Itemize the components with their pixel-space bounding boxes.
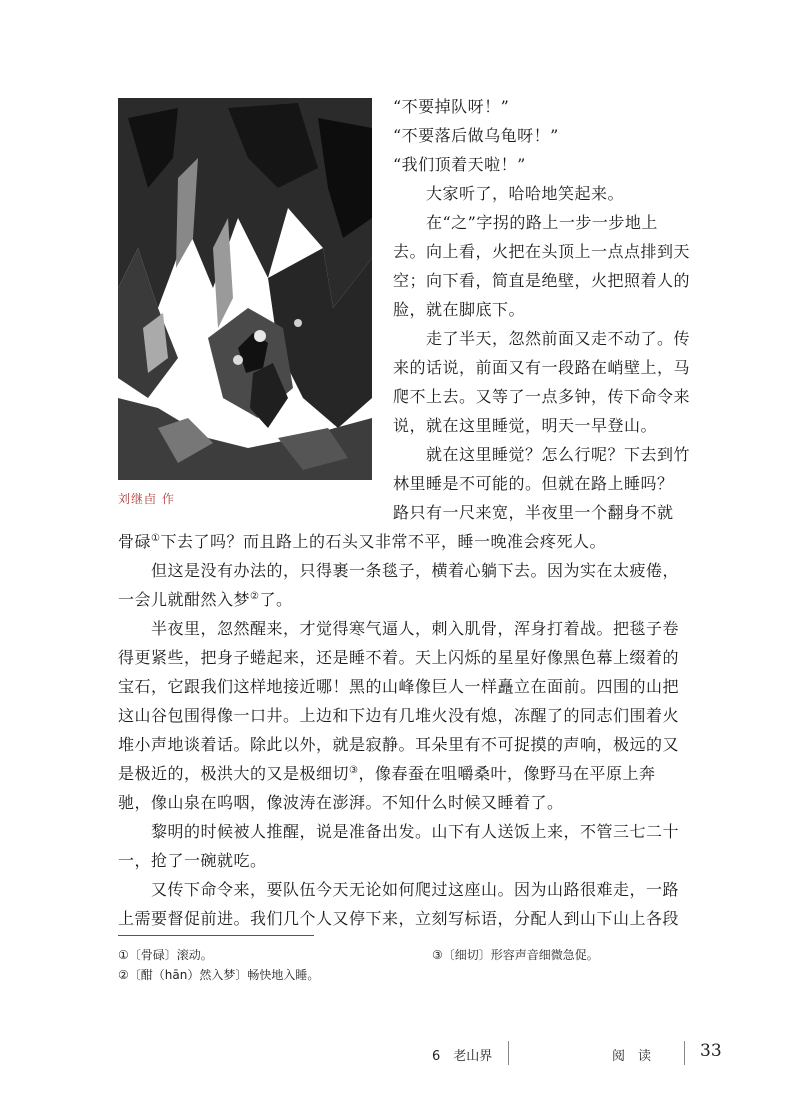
footnote-1: ①〔骨碌〕滚动。 [118,948,213,962]
text-line [118,764,656,784]
text-segment: 了。 [259,590,293,609]
text-line: 路只有一尺来宽，半夜里一个翻身不就 [393,503,674,522]
text-line: 大家听了，哈哈地笑起来。 [393,184,625,203]
chapter-label: 6 老山界 [432,1049,493,1064]
footer-divider [684,1041,685,1065]
text-line: 但这是没有办法的，只得裹一条毯子，横着心躺下去。因为实在太疲倦， [118,561,680,580]
text-line: 就在这里睡觉？怎么行呢？下去到竹 [393,445,691,464]
text-line: 爬不上去。又等了一点多钟，传下命令来 [393,387,691,406]
footnote-marker[interactable]: ① [151,533,161,544]
text-line: 脸，就在脚底下。 [393,300,526,319]
text-line: “我们顶着天啦！” [393,155,526,174]
illustration-credit: 刘继卣 作 [118,492,175,506]
text-line: 走了半天，忽然前面又走不动了。传 [393,329,691,348]
text-line: 得更紧些，把身子蜷起来，还是睡不着。天上闪烁的星星好像黑色幕上缀着的 [118,648,680,667]
text-line: 半夜里，忽然醒来，才觉得寒气逼人，刺入肌骨，浑身打着战。把毯子卷 [118,619,680,638]
section-label: 阅 读 [612,1049,652,1064]
mountain-night-illustration [118,98,372,480]
text-line: 宝石，它跟我们这样地接近哪！黑的山峰像巨人一样矗立在面前。四围的山把 [118,677,680,696]
text-line: 这山谷包围得像一口井。上边和下边有几堆火没有熄，冻醒了的同志们围着火 [118,706,680,725]
text-segment: 下去了吗？而且路上的石头又非常不平，睡一晚准会疼死人。 [160,532,606,551]
text-line: 空；向下看，简直是绝壁，火把照着人的 [393,271,691,290]
text-line: “不要掉队呀！” [393,97,510,116]
ink-drawing-icon [118,98,372,480]
footer-divider [508,1041,509,1065]
footnote-marker[interactable]: ③ [349,765,359,776]
text-line: “不要落后做乌龟呀！” [393,126,559,145]
text-segment: 骨碌 [118,532,152,551]
text-line: 林里睡是不可能的。但就在路上睡吗？ [393,474,674,493]
text-line: 说，就在这里睡觉，明天一早登山。 [393,416,658,435]
text-line: 堆小声地谈着话。除此以外，就是寂静。耳朵里有不可捉摸的声响，极远的又 [118,735,680,754]
text-segment: 一会儿就酣然入梦 [118,590,251,609]
footnote-marker[interactable]: ② [250,591,260,602]
text-line: 在“之”字拐的路上一步一步地上 [393,213,658,232]
text-segment: ，像春蚕在咀嚼桑叶，像野马在平原上奔 [358,764,656,783]
text-line: 去。向上看，火把在头顶上一点点排到天 [393,242,691,261]
text-line: 又传下命令来，要队伍今天无论如何爬过这座山。因为山路很难走，一路 [118,880,680,899]
text-line: 驰，像山泉在呜咽，像波涛在澎湃。不知什么时候又睡着了。 [118,793,564,812]
footnote-3: ③〔细切〕形容声音细微急促。 [432,948,599,962]
text-line: 上需要督促前进。我们几个人又停下来，立刻写标语，分配人到山下山上各段 [118,909,680,928]
footnote-2: ②〔酣（hān）然入梦〕畅快地入睡。 [118,968,320,982]
text-line [118,532,606,552]
text-line [118,590,293,610]
text-line: 一，抢了一碗就吃。 [118,851,267,870]
page-number: 33 [700,1041,722,1061]
text-line: 黎明的时候被人推醒，说是准备出发。山下有人送饭上来，不管三七二十 [118,822,680,841]
text-line: 来的话说，前面又有一段路在峭壁上，马 [393,358,691,377]
footnote-divider [118,935,314,936]
text-segment: 是极近的，极洪大的又是极细切 [118,764,350,783]
